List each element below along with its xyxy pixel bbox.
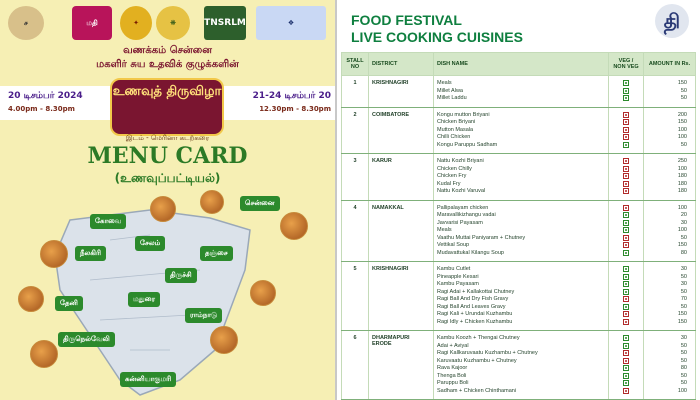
veg-indicator: [612, 281, 640, 289]
dish-photo: [150, 196, 176, 222]
dish-amount: 150: [677, 80, 687, 86]
stall-number: 2: [342, 107, 369, 154]
dish-amount: 50: [680, 87, 687, 94]
mathi-logo: மதி: [72, 6, 112, 40]
greeting-line2: மகளிர் சுய உதவிக் குழுக்களின்: [96, 59, 239, 70]
veg-indicator: [612, 205, 640, 213]
map-tag: கோவை: [90, 214, 126, 229]
amount-list: [644, 262, 696, 331]
veg-indicator: [612, 80, 640, 88]
dish-amount: 50: [680, 342, 687, 349]
festival-poster: [0, 0, 335, 400]
dish-amount: 50: [680, 372, 687, 379]
nonveg-mark-icon: [623, 205, 629, 211]
nonveg-mark-icon: [623, 173, 629, 179]
veg-mark-icon: [623, 88, 629, 94]
stall-row: [342, 262, 696, 331]
veg-indicator: [612, 212, 640, 220]
map-tag: திருச்சி: [165, 268, 197, 283]
header-amount: AMOUNT IN Rs.: [644, 53, 696, 76]
emblem-logo: ✦: [120, 6, 152, 40]
nonveg-mark-icon: [623, 235, 629, 241]
dish-name: Ragi Kallkaruvaatu Kuzhambu + Chutney: [437, 350, 538, 356]
dish-name: Kongu Paruppu Sadham: [437, 141, 498, 148]
dish-name: Kambu Koozh + Thengai Chutney: [437, 335, 520, 341]
dish-amount: 30: [680, 335, 687, 341]
veg-indicator: [612, 319, 640, 327]
stall-row: [342, 76, 696, 108]
dish-list: [434, 107, 609, 154]
dish-amount: 50: [680, 303, 687, 310]
veg-indicator: [612, 95, 640, 103]
veg-mark-icon: [623, 343, 629, 349]
dish-amount: 150: [677, 242, 687, 248]
map-tag: மதுரை: [128, 292, 160, 307]
dish-amount: 180: [677, 173, 687, 179]
dish-amount: 50: [680, 380, 687, 386]
date-right-day: 21-24 டிசம்பர் 20: [252, 91, 331, 101]
dish-list: [434, 262, 609, 331]
veg-indicator: [612, 166, 640, 174]
dish-amount: 100: [677, 126, 687, 133]
map-tag: கன்னியாகுமரி: [120, 372, 176, 387]
stall-number: 1: [342, 76, 369, 108]
dish-name: Chicken Chilly: [437, 165, 472, 172]
veg-mark-icon: [623, 227, 629, 233]
map-tag: நீலகிரி: [75, 246, 106, 261]
dish-name: Chicken Fry: [437, 173, 467, 179]
map-tag: சேலம்: [135, 236, 165, 251]
amount-list: [644, 154, 696, 201]
veg-mark-icon: [623, 380, 629, 386]
veg-list: [609, 107, 644, 154]
dish-amount: 250: [677, 158, 687, 164]
veg-indicator: [612, 335, 640, 343]
veg-indicator: [612, 158, 640, 166]
veg-indicator: [612, 235, 640, 243]
veg-indicator: [612, 350, 640, 358]
dish-name: Mudavattukal Kilangu Soup: [437, 249, 504, 256]
amount-list: [644, 331, 696, 400]
leader-portrait-icon: ச: [8, 6, 44, 40]
menu-card-title: MENU CARD: [87, 143, 248, 169]
dish-name: Vaathu Muttai Paniyaram + Chutney: [437, 234, 526, 241]
dish-name: Nattu Kozhi Varuval: [437, 188, 486, 194]
veg-mark-icon: [623, 373, 629, 379]
dish-amount: 50: [680, 350, 687, 356]
dish-amount: 50: [680, 141, 687, 148]
nonveg-mark-icon: [623, 350, 629, 356]
veg-list: [609, 200, 644, 262]
dish-name: Maravallikizhangu vadai: [437, 212, 496, 218]
dish-amount: 50: [680, 95, 687, 101]
veg-mark-icon: [623, 281, 629, 287]
menu-table-header: [342, 53, 696, 76]
dish-list: [434, 76, 609, 108]
veg-indicator: [612, 142, 640, 150]
stall-row: [342, 107, 696, 154]
header-dish-name: DISH NAME: [434, 53, 609, 76]
stall-district: COIMBATORE: [369, 107, 434, 154]
dish-name: Chicken Briyani: [437, 119, 476, 125]
stall-row: [342, 331, 696, 400]
nonveg-mark-icon: [623, 166, 629, 172]
dish-name: Adai + Aviyal: [437, 342, 469, 349]
menu-table: [341, 52, 696, 400]
publisher-logo-icon: தி: [655, 4, 689, 38]
dish-name: Pallipalayam chicken: [437, 204, 489, 211]
date-right-time: 12.30pm - 8.30pm: [259, 105, 331, 113]
dish-amount: 100: [677, 204, 687, 211]
dish-name: Meals: [437, 80, 452, 86]
dish-amount: 30: [680, 219, 687, 226]
veg-indicator: [612, 181, 640, 189]
veg-indicator: [612, 242, 640, 250]
dish-name: Meals: [437, 227, 452, 233]
nonveg-mark-icon: [623, 242, 629, 248]
veg-indicator: [612, 373, 640, 381]
dish-amount: 30: [680, 281, 687, 287]
menu-table-body: [342, 76, 696, 400]
veg-indicator: [612, 250, 640, 258]
veg-indicator: [612, 127, 640, 135]
veg-mark-icon: [623, 142, 629, 148]
veg-mark-icon: [623, 266, 629, 272]
dish-amount: 100: [677, 227, 687, 233]
dish-name: Kudal Fry: [437, 180, 461, 187]
dish-amount: 150: [677, 318, 687, 325]
dish-name: Kambu Cutlet: [437, 266, 471, 272]
header-stall-no: STALL NO: [342, 53, 369, 76]
veg-mark-icon: [623, 80, 629, 86]
veg-mark-icon: [623, 212, 629, 218]
dish-name: Sadham + Chicken Chinthamani: [437, 387, 517, 394]
leaders-photo: ❖: [256, 6, 326, 40]
stall-row: [342, 154, 696, 201]
stall-district: NAMAKKAL: [369, 200, 434, 262]
amount-list: [644, 76, 696, 108]
stall-number: 3: [342, 154, 369, 201]
dish-name: Vettikal Soup: [437, 242, 470, 248]
dish-name: Kongu mutton Briyani: [437, 111, 490, 118]
menu-panel: [337, 0, 700, 400]
dish-name: Nattu Kozhi Briyani: [437, 158, 484, 164]
festival-logo: உணவுத் திருவிழா: [110, 78, 224, 136]
veg-indicator: [612, 134, 640, 142]
stall-district: DHARMAPURI ERODE: [369, 331, 434, 400]
nonveg-mark-icon: [623, 358, 629, 364]
dish-amount: 150: [677, 119, 687, 125]
dish-name: Mutton Masala: [437, 126, 474, 133]
nonveg-mark-icon: [623, 119, 629, 125]
dish-list: [434, 154, 609, 201]
dish-name: Millet Alwa: [437, 87, 463, 94]
nonveg-mark-icon: [623, 319, 629, 325]
nonveg-mark-icon: [623, 134, 629, 140]
dish-photo: [30, 340, 58, 368]
veg-mark-icon: [623, 274, 629, 280]
veg-mark-icon: [623, 304, 629, 310]
veg-indicator: [612, 388, 640, 396]
dish-amount: 20: [680, 212, 687, 218]
dish-amount: 80: [680, 365, 687, 371]
date-left-day: 20 டிசம்பர் 2024: [8, 91, 83, 101]
dish-amount: 180: [677, 180, 687, 187]
stall-district: KRISHNAGIRI: [369, 262, 434, 331]
dish-amount: 100: [677, 134, 687, 140]
greeting-line1: வணக்கம் சென்னை: [123, 45, 212, 56]
header-veg-nonveg: VEG / NON VEG: [609, 53, 644, 76]
map-tag: திருநெல்வேலி: [58, 332, 115, 347]
veg-list: [609, 154, 644, 201]
dish-name: Paruppu Boli: [437, 380, 469, 386]
dish-amount: 180: [677, 188, 687, 194]
veg-indicator: [612, 343, 640, 351]
veg-indicator: [612, 311, 640, 319]
dish-amount: 100: [677, 165, 687, 172]
veg-indicator: [612, 274, 640, 282]
veg-mark-icon: [623, 365, 629, 371]
dish-name: Chilli Chicken: [437, 134, 471, 140]
dish-name: Pineapple Kesari: [437, 273, 479, 280]
date-left: [8, 90, 83, 116]
dish-name: Ragi Ball And Leaves Gravy: [437, 303, 506, 310]
stall-district: KRISHNAGIRI: [369, 76, 434, 108]
veg-mark-icon: [623, 95, 629, 101]
veg-indicator: [612, 88, 640, 96]
dish-name: Thenga Boli: [437, 372, 467, 379]
veg-mark-icon: [623, 335, 629, 341]
nonveg-mark-icon: [623, 296, 629, 302]
dish-photo: [18, 286, 44, 312]
date-right: [253, 90, 331, 116]
dish-name: Karuvaatu Kuzhambu + Chutney: [437, 357, 517, 364]
map-tag: தஞ்சை: [200, 246, 233, 261]
veg-list: [609, 331, 644, 400]
veg-indicator: [612, 227, 640, 235]
header-district: DISTRICT: [369, 53, 434, 76]
nonveg-mark-icon: [623, 112, 629, 118]
veg-indicator: [612, 220, 640, 228]
dish-photo: [40, 240, 68, 268]
veg-indicator: [612, 289, 640, 297]
amount-list: [644, 107, 696, 154]
dish-photo: [210, 326, 238, 354]
menu-title: [351, 12, 523, 46]
dish-photo: [200, 190, 224, 214]
date-left-time: 4.00pm - 8.30pm: [8, 105, 75, 113]
stall-number: 5: [342, 262, 369, 331]
veg-indicator: [612, 188, 640, 196]
nonveg-mark-icon: [623, 311, 629, 317]
tn-govt-logo: ❋: [156, 6, 190, 40]
dish-amount: 50: [680, 234, 687, 241]
dish-amount: 100: [677, 387, 687, 394]
dish-photo: [280, 212, 308, 240]
dish-list: [434, 200, 609, 262]
veg-mark-icon: [623, 220, 629, 226]
menu-card-tamil: (உணவுப்பட்டியல்): [114, 171, 221, 185]
nonveg-mark-icon: [623, 158, 629, 164]
dish-list: [434, 331, 609, 400]
nonveg-mark-icon: [623, 181, 629, 187]
veg-indicator: [612, 119, 640, 127]
dish-name: Ragi Idly + Chicken Kuzhambu: [437, 318, 513, 325]
stall-row: [342, 200, 696, 262]
dish-amount: 50: [680, 273, 687, 280]
nonveg-mark-icon: [623, 188, 629, 194]
dish-name: Ragi Kali + Urundai Kuzhambu: [437, 311, 513, 317]
dish-name: Javvarisi Payasam: [437, 219, 483, 226]
venue-text: இடம் - மெரினா கடற்கரை: [125, 134, 210, 142]
dish-amount: 50: [680, 357, 687, 364]
veg-indicator: [612, 304, 640, 312]
veg-indicator: [612, 296, 640, 304]
dish-amount: 50: [680, 288, 687, 295]
veg-indicator: [612, 112, 640, 120]
dish-name: Ragi Adai + Kallakottai Chutney: [437, 288, 515, 295]
dish-amount: 150: [677, 311, 687, 317]
stall-number: 4: [342, 200, 369, 262]
veg-mark-icon: [623, 250, 629, 256]
dish-amount: 200: [677, 111, 687, 118]
veg-list: [609, 262, 644, 331]
map-tag: சென்னை: [240, 196, 280, 211]
stall-number: 6: [342, 331, 369, 400]
nonveg-mark-icon: [623, 388, 629, 394]
dish-name: Ragi Ball And Dry Fish Gravy: [437, 296, 509, 302]
tnsrlm-logo: TNSRLM: [204, 6, 246, 40]
veg-indicator: [612, 358, 640, 366]
nonveg-mark-icon: [623, 127, 629, 133]
dish-name: Rava Kajoor: [437, 365, 468, 371]
veg-indicator: [612, 380, 640, 388]
greeting: [0, 44, 335, 72]
veg-indicator: [612, 365, 640, 373]
stall-district: KARUR: [369, 154, 434, 201]
dish-name: Millet Laddu: [437, 95, 467, 101]
dish-amount: 70: [680, 296, 687, 302]
veg-list: [609, 76, 644, 108]
dish-amount: 80: [680, 249, 687, 256]
menu-title-line2: LIVE COOKING CUISINES: [351, 29, 523, 45]
map-tag: தேனி: [55, 296, 83, 311]
veg-mark-icon: [623, 289, 629, 295]
dish-name: Kambu Payasam: [437, 281, 479, 287]
dish-amount: 30: [680, 266, 687, 272]
map-tag: ராம்நாடு: [185, 308, 222, 323]
menu-title-line1: FOOD FESTIVAL: [351, 12, 462, 28]
amount-list: [644, 200, 696, 262]
veg-indicator: [612, 173, 640, 181]
veg-indicator: [612, 266, 640, 274]
dish-photo: [250, 280, 276, 306]
sponsor-logos: [8, 6, 327, 44]
